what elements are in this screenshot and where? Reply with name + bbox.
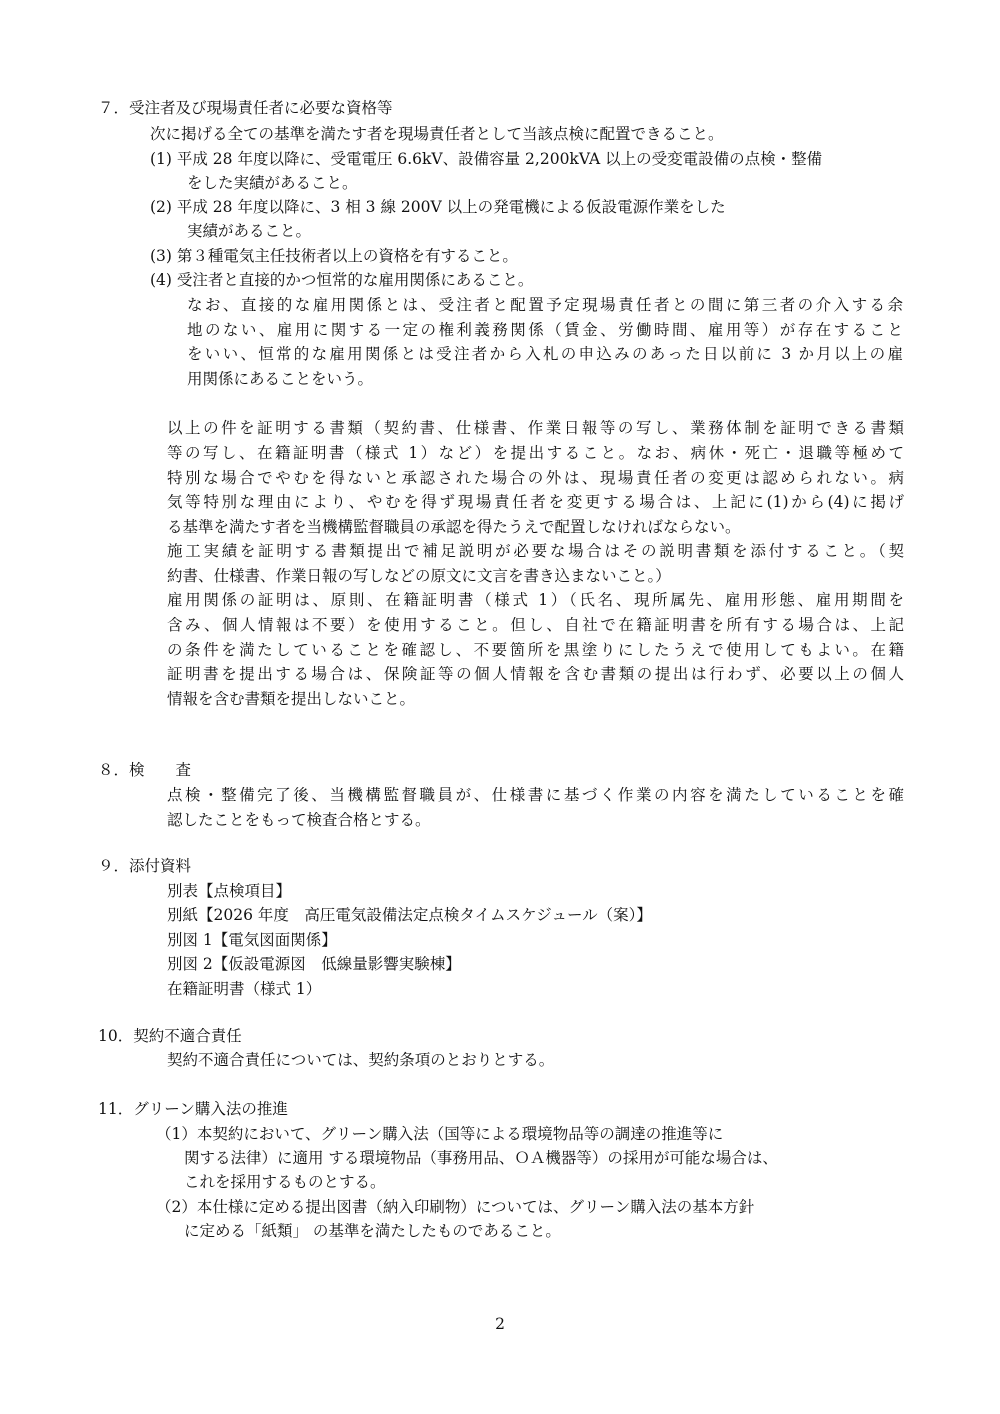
attachment-item: 別紙【2026 年度 高圧電気設備法定点検タイムスケジュール（案）】 xyxy=(167,906,652,924)
section-7-item-2-cont: 実績があること。 xyxy=(187,222,312,240)
section-11-item-1-cont: これを採用するものとする。 xyxy=(184,1173,386,1191)
section-7-item-1-cont: をした実績があること。 xyxy=(187,174,358,192)
item-4-note-line: 用関係にあることをいう。 xyxy=(187,370,374,388)
section-8-body-line: 点検・整備完了後、当機構監督職員が、仕様書に基づく作業の内容を満たしていることを確 xyxy=(167,786,904,804)
employment-paragraph-line: 証明書を提出する場合は、保険証等の個人情報を含む書類の提出は行わず、必要以上の個人 xyxy=(167,665,904,683)
employment-paragraph-line: 含み、個人情報は不要）を使用すること。但し、自社で在籍証明書を所有する場合は、上記 xyxy=(167,616,904,634)
attachment-item: 別図 1【電気図面関係】 xyxy=(167,931,337,949)
section-7-item-4: (4) 受注者と直接的かつ恒常的な雇用関係にあること。 xyxy=(150,271,534,289)
section-9-heading: ９．添付資料 xyxy=(98,857,192,875)
section-8-body-line: 認したことをもって検査合格とする。 xyxy=(167,811,431,829)
evidence-paragraph-line: 等の写し、在籍証明書（様式 1）など）を提出すること。なお、病休・死亡・退職等極めて xyxy=(167,444,904,462)
section-7-heading: ７．受注者及び現場責任者に必要な資格等 xyxy=(98,99,393,117)
evidence-paragraph-line: 気等特別な理由により、やむを得ず現場責任者を変更する場合は、上記に(1)から(4)に掲げ xyxy=(167,493,904,511)
item-4-note-line: 地のない、雇用に関する一定の権利義務関係（賃金、労働時間、雇用等）が存在すること xyxy=(187,321,903,339)
item-4-note-line: なお、直接的な雇用関係とは、受注者と配置予定現場責任者との間に第三者の介入する余 xyxy=(187,296,903,314)
section-7-item-3: (3) 第３種電気主任技術者以上の資格を有すること。 xyxy=(150,247,518,265)
page-number: 2 xyxy=(495,1315,505,1333)
section-11-item-2-cont: に定める「紙類」 の基準を満たしたものであること。 xyxy=(184,1222,561,1240)
section-8-heading: ８．検 査 xyxy=(98,761,192,779)
evidence-paragraph-line: る基準を満たす者を当機構監督職員の承認を得たうえで配置しなければならない。 xyxy=(167,518,741,536)
section-10-heading: 10．契約不適合責任 xyxy=(98,1027,242,1045)
item-4-note-line: をいい、恒常的な雇用関係とは受注者から入札の申込みのあった日以前に 3 か月以上の雇 xyxy=(187,345,903,363)
section-11-item-1: （1）本契約において、グリーン購入法（国等による環境物品等の調達の推進等に xyxy=(156,1125,724,1143)
section-7-item-1: (1) 平成 28 年度以降に、受電電圧 6.6kV、設備容量 2,200kVA 以上の受変電設備の点検・整備 xyxy=(150,150,823,168)
section-11-heading: 11．グリーン購入法の推進 xyxy=(98,1100,288,1118)
section-10-body: 契約不適合責任については、契約条項のとおりとする。 xyxy=(167,1051,555,1069)
section-11-item-2: （2）本仕様に定める提出図書（納入印刷物）については、グリーン購入法の基本方針 xyxy=(156,1198,755,1216)
attachment-item: 別表【点検項目】 xyxy=(167,882,292,900)
evidence-paragraph-line: 特別な場合でやむを得ないと承認された場合の外は、現場責任者の変更は認められない。病 xyxy=(167,469,904,487)
supplement-paragraph-line: 約書、仕様書、作業日報の写しなどの原文に文言を書き込まないこと。） xyxy=(167,567,671,585)
supplement-paragraph-line: 施工実績を証明する書類提出で補足説明が必要な場合はその説明書類を添付すること。（契 xyxy=(167,542,904,560)
section-7-item-2: (2) 平成 28 年度以降に、3 相 3 線 200V 以上の発電機による仮設電源作業をした xyxy=(150,198,726,216)
employment-paragraph-line: 雇用関係の証明は、原則、在籍証明書（様式 1）（氏名、現所属先、雇用形態、雇用期間を xyxy=(167,591,904,609)
section-7-intro: 次に掲げる全ての基準を満たす者を現場責任者として当該点検に配置できること。 xyxy=(150,125,724,143)
section-11-item-1-cont: 関する法律）に適用 する環境物品（事務用品、ＯＡ機器等）の採用が可能な場合は、 xyxy=(184,1149,778,1167)
employment-paragraph-line: 情報を含む書類を提出しないこと。 xyxy=(167,690,416,708)
employment-paragraph-line: の条件を満たしていることを確認し、不要箇所を黒塗りにしたうえで使用してもよい。在籍 xyxy=(167,641,904,659)
attachment-item: 別図 2【仮設電源図 低線量影響実験棟】 xyxy=(167,955,461,973)
evidence-paragraph-line: 以上の件を証明する書類（契約書、仕様書、作業日報等の写し、業務体制を証明できる書類 xyxy=(167,419,904,437)
attachment-item: 在籍証明書（様式 1） xyxy=(167,980,322,998)
